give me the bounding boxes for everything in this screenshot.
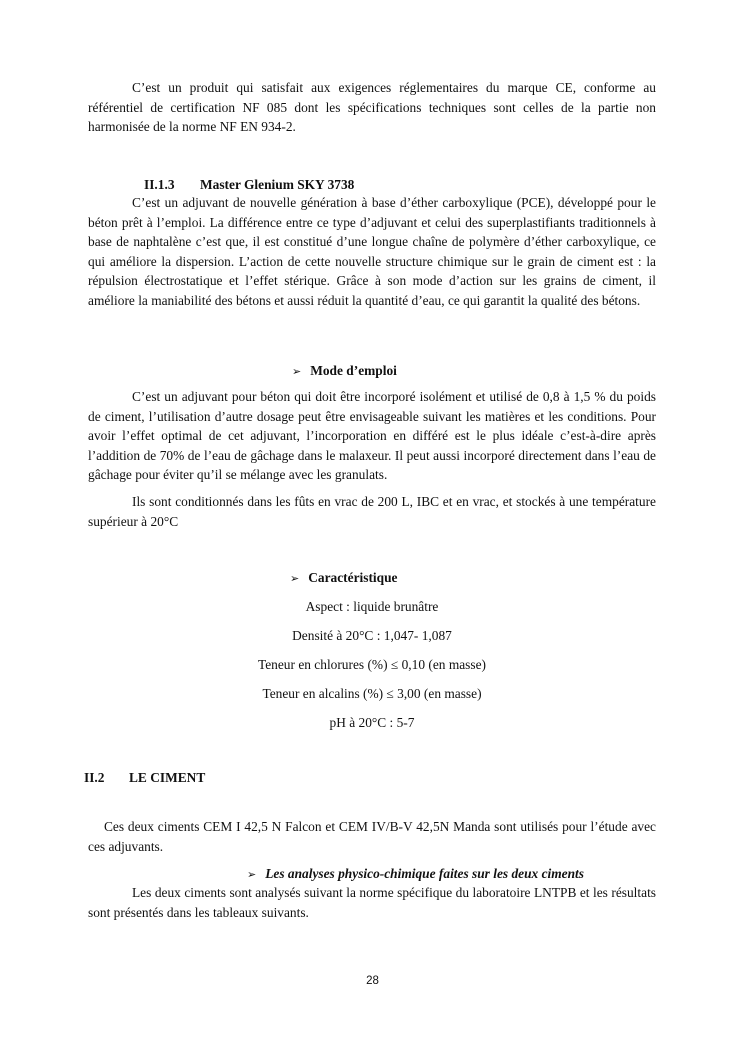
arrow-bullet-icon: ➢ <box>290 572 300 585</box>
paragraph-certification: C’est un produit qui satisfait aux exigences réglementaires du marque CE, conforme au référentiel de certification NF 085 dont les spécifications techniques sont celles de la partie non harmonisée de la norme NF EN 934-2. <box>88 80 656 135</box>
paragraph-packaging: Ils sont conditionnés dans les fûts en vrac de 200 L, IBC et en vrac, et stockés à une température supérieur à 20°C <box>88 494 656 529</box>
characteristic-densite: Densité à 20°C : 1,047- 1,087 <box>292 628 452 643</box>
bullet-heading-mode-emploi <box>292 361 397 382</box>
section-title: Master Glenium SKY 3738 <box>200 177 355 192</box>
section-title: LE CIMENT <box>129 770 206 785</box>
paragraph-ciments: Ces deux ciments CEM I 42,5 N Falcon et CEM IV/B-V 42,5N Manda sont utilisés pour l’étude avec ces adjuvants. <box>88 819 656 854</box>
section-heading-master-glenium <box>144 175 354 195</box>
section-number: II.2 <box>84 770 105 785</box>
section-heading-ciment <box>84 768 205 788</box>
arrow-bullet-icon: ➢ <box>292 365 302 378</box>
paragraph-usage: C’est un adjuvant pour béton qui doit être incorporé isolément et utilisé de 0,8 à 1,5 % du poids de ciment, l’utilisation d’autre dosage peut être envisageable suivant les matières et les conditions. Pour avoir l’effet optimal de cet adjuvant, l’incorporation en différé est le plus idéale c’est-à-dire après l’addition de 70% de l’eau de gâchage dans le malaxeur. Il peut aussi incorporé directement dans l’eau de gâchage pour éviter qu’il se mélange avec les granulats. <box>88 389 656 483</box>
section-number: II.1.3 <box>144 177 175 192</box>
bullet-heading-analyses <box>247 864 584 885</box>
bullet-heading-label: Mode d’emploi <box>310 363 397 378</box>
characteristic-chlorures: Teneur en chlorures (%) ≤ 0,10 (en masse) <box>257 657 486 672</box>
characteristic-aspect: Aspect : liquide brunâtre <box>305 599 439 614</box>
page-number: 28 <box>366 975 379 987</box>
paragraph-analyses: Les deux ciments sont analysés suivant la norme spécifique du laboratoire LNTPB et les résultats sont présentés dans les tableaux suivants. <box>88 885 656 920</box>
bullet-heading-caracteristique <box>290 568 397 589</box>
bullet-heading-label: Les analyses physico-chimique faites sur les deux ciments <box>265 866 584 881</box>
characteristic-alcalins: Teneur en alcalins (%) ≤ 3,00 (en masse) <box>262 686 482 701</box>
paragraph-description: C’est un adjuvant de nouvelle génération à base d’éther carboxylique (PCE), développé pour le béton prêt à l’emploi. La différence entre ce type d’adjuvant et celui des superplastifiants traditionnels à base de naphtalène c’est que, il est constitué d’une longue chaîne de polymère d’éther carboxylique, ce qui améliore la dispersion. L’action de cette nouvelle structure chimique sur le grain de ciment est : la répulsion électrostatique et l’effet stérique. Grâce à son mode d’action sur les grains de ciment, il améliore la maniabilité des bétons et aussi réduit la quantité d’eau, ce qui garantit la qualité des bétons. <box>88 195 656 308</box>
characteristic-ph: pH à 20°C : 5-7 <box>329 715 415 730</box>
arrow-bullet-icon: ➢ <box>247 868 257 881</box>
bullet-heading-label: Caractéristique <box>308 570 398 585</box>
